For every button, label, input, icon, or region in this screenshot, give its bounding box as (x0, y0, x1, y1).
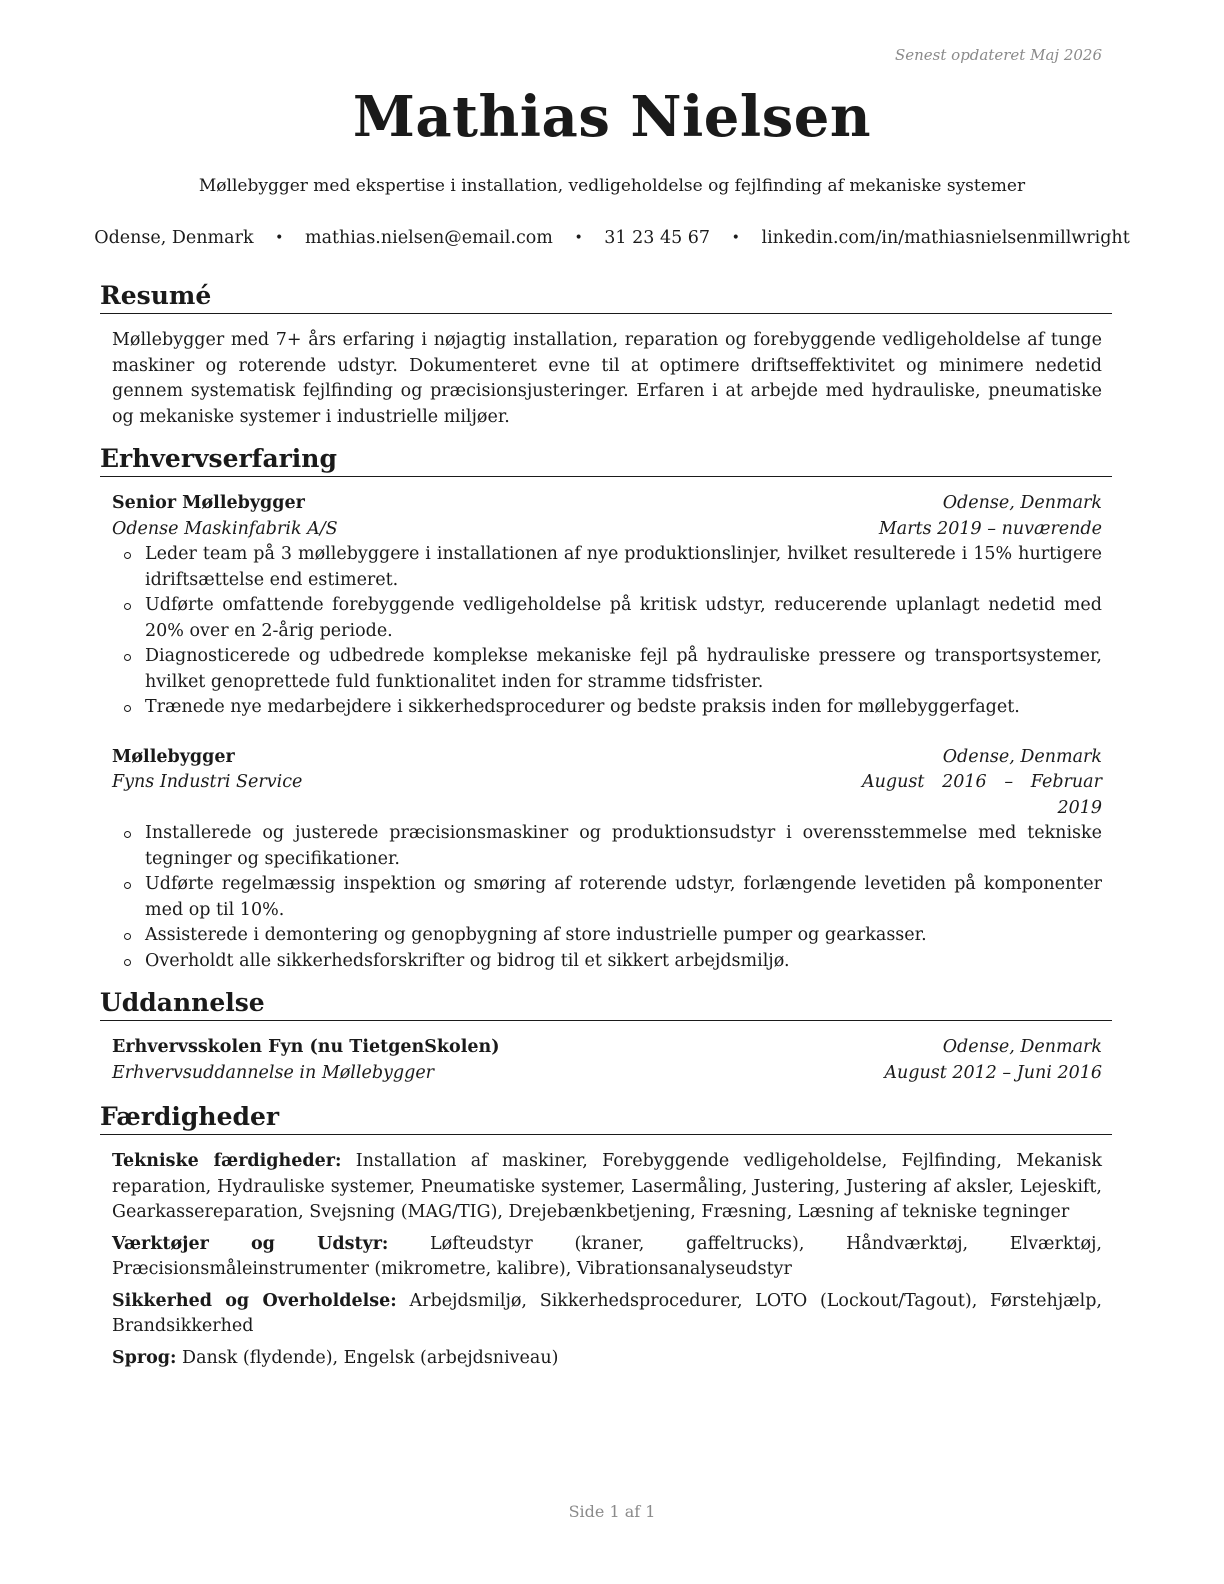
job-entry (112, 745, 1102, 975)
contact-phone[interactable]: 31 23 45 67 (604, 228, 711, 248)
contact-location: Odense, Denmark (94, 228, 254, 248)
job-dates: August 2016 – Februar 2019 (862, 772, 1102, 818)
education-section (100, 987, 1112, 1086)
skill-group-label: Sprog: (112, 1347, 177, 1368)
skill-group (112, 1149, 1102, 1226)
list-item: Udførte regelmæssig inspektion og smøring af roterende udstyr, forlængende levetiden på komponenter med op til 10%. (112, 872, 1102, 923)
job-location: Odense, Denmark (942, 746, 1102, 767)
skill-group (112, 1346, 1102, 1372)
degree: Erhvervsuddannelse in Møllebygger (112, 1062, 435, 1083)
list-item: Trænede nye medarbejdere i sikkerhedsprocedurer og bedste praksis inden for møllebyggerfaget. (112, 695, 1102, 721)
job-entry (112, 491, 1102, 721)
section-heading: Uddannelse (100, 987, 1112, 1021)
education-entry (112, 1035, 1102, 1086)
skill-group-text: Løfteudstyr (kraner, gaffeltrucks), Håndværktøj, Elværktøj, Præcisionsmåleinstrumenter (mikrometre, kalibre), Vibrationsanalyseudstyr (112, 1233, 1102, 1279)
skill-group-text: Arbejdsmiljø, Sikkerhedsprocedurer, LOTO (Lockout/Tagout), Førstehjælp, Brandsikkerhed (112, 1290, 1102, 1336)
page-number: Side 1 af 1 (568, 1502, 656, 1521)
skill-group-label: Sikkerhed og Overholdelse: (112, 1290, 397, 1311)
job-title: Møllebygger (112, 746, 235, 767)
bullet-separator: • (731, 230, 740, 246)
job-location: Odense, Denmark (942, 493, 1102, 513)
experience-section (100, 443, 1112, 974)
job-title: Senior Møllebygger (112, 493, 305, 513)
skill-group-text: Installation af maskiner, Forebyggende vedligeholdelse, Fejlfinding, Mekanisk reparation, Hydrauliske systemer, Pneumatiske systemer, Lasermåling, Justering, Justering af aksler, Lejeskift, Gearkassereparation, Svejsning (MAG/TIG), Drejebænkbetjening, Fræsning, Læsning af tekniske tegninger (112, 1151, 1102, 1222)
job-bullets (112, 821, 1102, 974)
job-company: Odense Maskinfabrik A/S (112, 518, 338, 539)
skill-group-label: Værktøjer og Udstyr: (112, 1233, 389, 1254)
education-dates: August 2012 – Juni 2016 (884, 1062, 1102, 1083)
bullet-separator: • (574, 230, 583, 246)
school-name: Erhvervsskolen Fyn (nu TietgenSkolen) (112, 1037, 500, 1057)
bullet-separator: • (275, 230, 284, 246)
skill-group (112, 1289, 1102, 1340)
job-bullets (112, 542, 1102, 721)
summary-section (100, 280, 1112, 430)
skills-section (100, 1101, 1112, 1371)
list-item: Assisterede i demontering og genopbygning af store industrielle pumper og gearkasser. (112, 923, 1102, 949)
candidate-name: Mathias Nielsen (352, 84, 872, 150)
skill-group (112, 1232, 1102, 1283)
contact-linkedin[interactable]: linkedin.com/in/mathiasnielsenmillwright (761, 228, 1130, 248)
job-company: Fyns Industri Service (112, 772, 303, 792)
skill-group-label: Tekniske færdigheder: (112, 1151, 342, 1171)
summary-text: Møllebygger med 7+ års erfaring i nøjagtig installation, reparation og forebyggende vedligeholdelse af tunge maskiner og roterende udstyr. Dokumenteret evne til at optimere driftseffektivitet og minimere nedetid gennem systematisk fejlfinding og præcisionsjusteringer. Erfaren i at arbejde med hydrauliske, pneumatiske og mekaniske systemer i industrielle miljøer. (112, 330, 1102, 427)
list-item: Leder team på 3 møllebyggere i installationen af nye produktionslinjer, hvilket resulterede i 15% hurtigere idriftsættelse end estimeret. (112, 542, 1102, 593)
contact-line (0, 228, 1224, 248)
last-updated: Senest opdateret Maj 2026 (894, 46, 1102, 64)
section-heading: Færdigheder (100, 1101, 1112, 1135)
list-item: Diagnosticerede og udbedrede komplekse mekaniske fejl på hydrauliske pressere og transportsystemer, hvilket genoprettede fuld funktionalitet inden for stramme tidsfrister. (112, 644, 1102, 695)
section-heading: Resumé (100, 280, 1112, 314)
school-location: Odense, Denmark (942, 1037, 1102, 1057)
list-item: Udførte omfattende forebyggende vedligeholdelse på kritisk udstyr, reducerende uplanlagt nedetid med 20% over en 2-årig periode. (112, 593, 1102, 644)
list-item: Installerede og justerede præcisionsmaskiner og produktionsudstyr i overensstemmelse med tekniske tegninger og specifikationer. (112, 821, 1102, 872)
skill-group-text: Dansk (flydende), Engelsk (arbejdsniveau) (182, 1347, 559, 1368)
list-item: Overholdt alle sikkerhedsforskrifter og bidrog til et sikkert arbejdsmiljø. (112, 949, 1102, 975)
job-dates: Marts 2019 – nuværende (878, 518, 1102, 539)
contact-email[interactable]: mathias.nielsen@email.com (304, 228, 553, 248)
tagline: Møllebygger med ekspertise i installation, vedligeholdelse og fejlfinding af mekaniske systemer (198, 176, 1026, 196)
section-heading: Erhvervserfaring (100, 443, 1112, 477)
